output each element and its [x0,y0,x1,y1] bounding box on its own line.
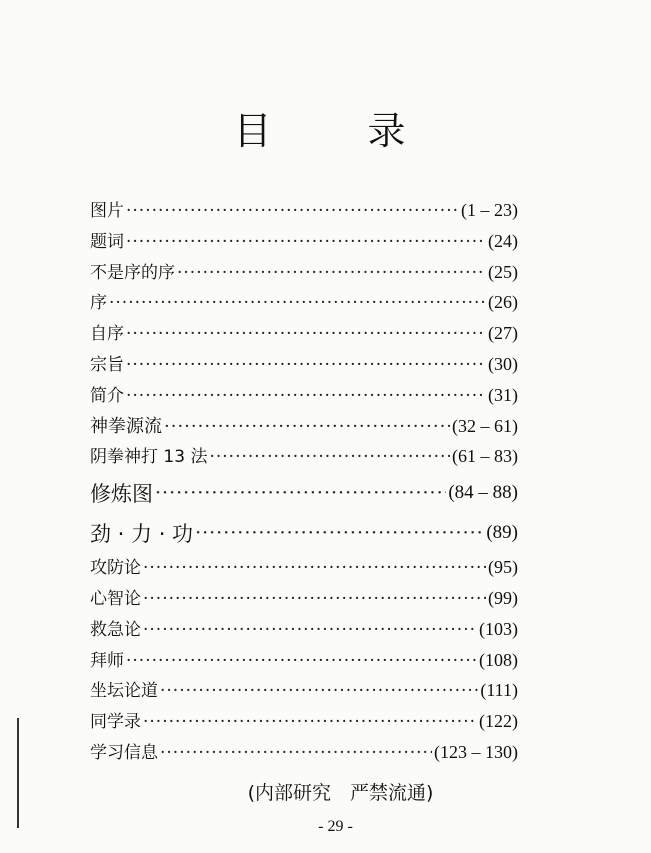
toc-entry [90,319,518,350]
toc-entry [90,381,518,412]
toc-entry-label: 神拳源流 [90,415,162,437]
toc-entry [90,350,518,381]
toc-entry-page: (123 – 130) [434,741,518,762]
dot-leader [143,712,477,732]
dot-leader [143,620,477,640]
toc-entry-page: (27) [488,323,518,344]
toc-entry-label: 拜师 [90,650,124,671]
toc-entry-label: 简介 [90,385,124,406]
dot-leader [126,324,486,344]
table-of-contents [90,196,518,769]
toc-entry-page: (61 – 83) [452,446,518,467]
toc-entry-label: 劲 · 力 · 功 [90,522,194,547]
toc-entry-page: (25) [488,261,518,282]
dot-leader [160,743,432,763]
dot-leader [177,263,486,283]
toc-entry [90,738,518,769]
toc-entry-label: 不是序的序 [90,262,175,283]
toc-entry-label: 序 [90,293,107,314]
toc-entry [90,473,518,513]
toc-entry-label: 心智论 [90,588,141,609]
dot-leader [126,355,486,375]
dot-leader [209,447,450,467]
toc-entry [90,442,518,473]
dot-leader [143,558,486,578]
toc-entry-label: 修炼图 [90,482,153,507]
toc-entry-label: 救急论 [90,619,141,640]
toc-entry [90,584,518,615]
dot-leader [195,522,484,544]
toc-entry-label: 宗旨 [90,354,124,375]
toc-entry-label: 攻防论 [90,558,141,579]
toc-entry [90,288,518,319]
toc-entry [90,553,518,584]
dot-leader [164,416,450,437]
toc-entry-page: (95) [488,557,518,578]
toc-entry-page: (108) [479,649,518,670]
toc-entry-page: (30) [488,353,518,374]
toc-entry [90,707,518,738]
toc-entry-page: (1 – 23) [461,200,518,220]
toc-entry [90,646,518,677]
dot-leader [126,201,459,221]
toc-entry-label: 坐坛论道 [90,681,158,702]
dot-leader [160,681,478,701]
toc-entry-page: (111) [480,680,518,701]
page-number: - 29 - [318,818,353,835]
scan-edge-mark [17,718,19,828]
toc-entry-page: (99) [488,587,518,608]
toc-entry [90,513,518,553]
toc-entry-page: (31) [488,384,518,405]
toc-entry-label: 学习信息 [90,742,158,763]
toc-entry [90,227,518,258]
toc-entry [90,615,518,646]
toc-entry-page: (24) [488,230,518,251]
dot-leader [126,386,486,406]
circulation-notice: (内部研究 严禁流通) [247,782,434,804]
toc-entry-label: 阴拳神打 13 法 [90,447,208,468]
dot-leader [143,589,486,609]
toc-entry-label: 题词 [90,231,124,252]
dot-leader [126,651,477,671]
dot-leader [109,293,486,313]
toc-entry-label: 图片 [90,201,124,221]
toc-entry-page: (89) [486,522,518,544]
page-title: 目 录 [233,109,448,153]
toc-entry-label: 同学录 [90,712,141,733]
toc-entry-page: (122) [479,711,518,732]
toc-entry-page: (26) [488,292,518,313]
toc-entry-page: (84 – 88) [448,482,518,504]
toc-entry [90,676,518,707]
toc-entry-label: 自序 [90,324,124,345]
toc-entry [90,412,518,443]
dot-leader [155,482,446,504]
toc-entry-page: (32 – 61) [452,415,518,436]
dot-leader [126,232,486,252]
toc-entry [90,258,518,289]
toc-entry-page: (103) [479,618,518,639]
toc-entry [90,196,518,227]
